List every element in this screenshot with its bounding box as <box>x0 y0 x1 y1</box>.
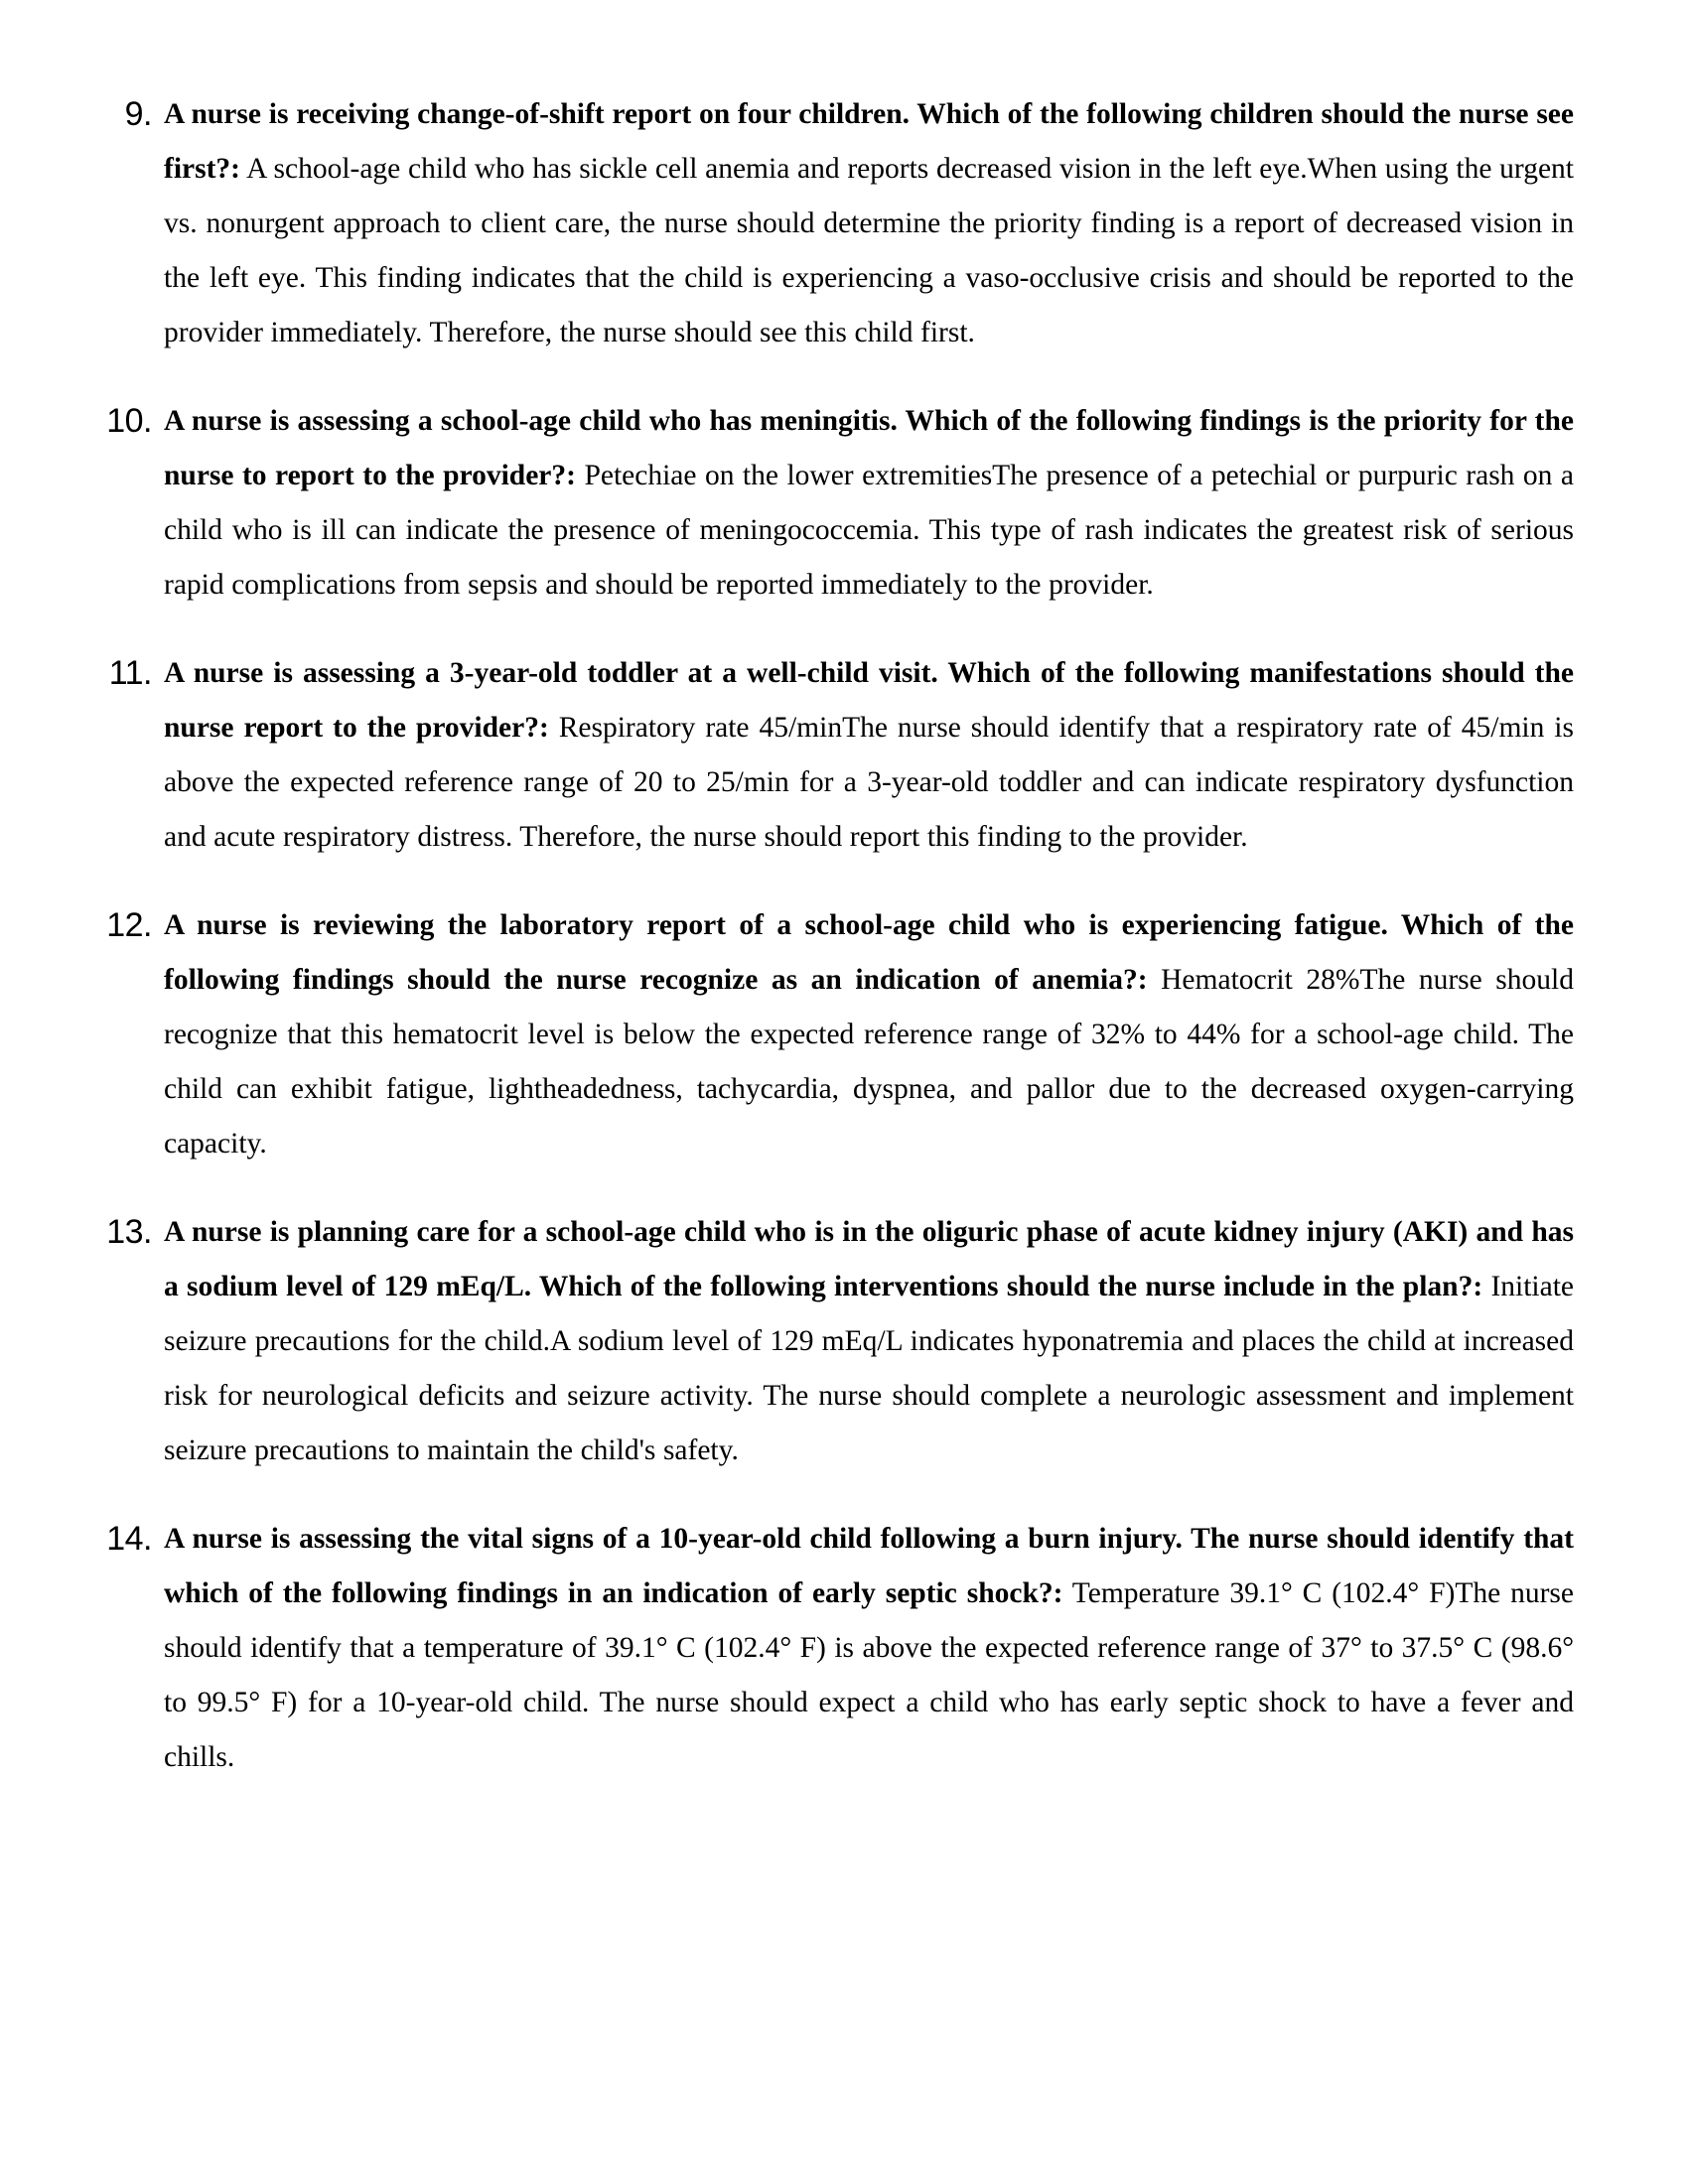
question-item <box>94 646 1574 865</box>
question-item <box>94 87 1574 360</box>
question-stem: A nurse is receiving change-of-shift report on four children. Which of the following children should the nurse see first?: <box>164 98 1574 185</box>
question-number: 13. <box>106 1213 152 1251</box>
question-rationale: Petechiae on the lower extremitiesThe presence of a petechial or purpuric rash on a child who is ill can indicate the presence of meningococcemia. This type of rash indicates the greatest risk of serious rapid complications from sepsis and should be reported immediately to the provider. <box>164 460 1574 601</box>
question-body <box>164 1512 1574 1785</box>
question-stem: A nurse is assessing a school-age child who has meningitis. Which of the following findings is the priority for the nurse to report to the provider?: <box>164 405 1574 491</box>
question-rationale: Hematocrit 28%The nurse should recognize that this hematocrit level is below the expected reference range of 32% to 44% for a school-age child. The child can exhibit fatigue, lightheadedness, tachycardia, dyspnea, and pallor due to the decreased oxygen-carrying capacity. <box>164 964 1574 1160</box>
question-stem: A nurse is reviewing the laboratory report of a school-age child who is experiencing fatigue. Which of the following findings should the nurse recognize as an indication of anemia?: <box>164 909 1574 996</box>
question-number: 9. <box>124 95 152 133</box>
question-item <box>94 1512 1574 1785</box>
question-body <box>164 394 1574 613</box>
question-stem: A nurse is assessing a 3-year-old toddler at a well-child visit. Which of the following manifestations should the nurse report to the provider?: <box>164 657 1574 744</box>
question-list <box>94 87 1574 1785</box>
question-number: 14. <box>106 1520 152 1558</box>
question-rationale: Respiratory rate 45/minThe nurse should identify that a respiratory rate of 45/min is above the expected reference range of 20 to 25/min for a 3-year-old toddler and can indicate respiratory dysfunction and acute respiratory distress. Therefore, the nurse should report this finding to the provider. <box>164 712 1574 853</box>
question-rationale: Temperature 39.1° C (102.4° F)The nurse should identify that a temperature of 39.1° C (102.4° F) is above the expected reference range of 37° to 37.5° C (98.6° to 99.5° F) for a 10-year-old child. The nurse should expect a child who has early septic shock to have a fever and chills. <box>164 1577 1574 1773</box>
question-body <box>164 646 1574 865</box>
question-number: 10. <box>106 402 152 440</box>
question-stem: A nurse is assessing the vital signs of a 10-year-old child following a burn injury. The nurse should identify that which of the following findings in an indication of early septic shock?: <box>164 1523 1574 1609</box>
question-item <box>94 898 1574 1171</box>
question-body <box>164 87 1574 360</box>
question-body <box>164 1205 1574 1478</box>
question-stem: A nurse is planning care for a school-age child who is in the oliguric phase of acute kidney injury (AKI) and has a sodium level of 129 mEq/L. Which of the following interventions should the nurse include in the plan?: <box>164 1216 1574 1302</box>
question-body <box>164 898 1574 1171</box>
question-item <box>94 394 1574 613</box>
question-rationale: A school-age child who has sickle cell anemia and reports decreased vision in the left eye.When using the urgent vs. nonurgent approach to client care, the nurse should determine the priority finding is a report of decreased vision in the left eye. This finding indicates that the child is experiencing a vaso-occlusive crisis and should be reported to the provider immediately. Therefore, the nurse should see this child first. <box>164 153 1574 348</box>
question-rationale: Initiate seizure precautions for the child.A sodium level of 129 mEq/L indicates hyponatremia and places the child at increased risk for neurological deficits and seizure activity. The nurse should complete a neurologic assessment and implement seizure precautions to maintain the child's safety. <box>164 1271 1575 1466</box>
question-number: 12. <box>106 906 152 944</box>
question-number: 11. <box>108 654 152 692</box>
questions-container <box>94 87 1574 1785</box>
question-item <box>94 1205 1574 1478</box>
